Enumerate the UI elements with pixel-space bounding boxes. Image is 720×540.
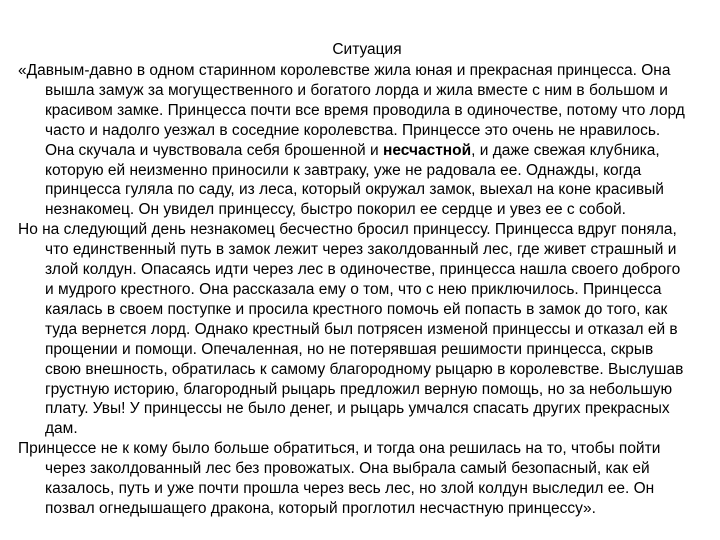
text-line: «Давным-давно в одном старинном королевстве жила юная и прекрасная принцесса. Она [18,62,671,79]
text-line: плату. Увы! У принцессы не было денег, и рыцарь умчался спасать других прекрасных [45,400,670,418]
text-line: грустную историю, благородный рыцарь предложил верную помощь, но за небольшую [45,380,673,398]
text-line: Принцессе не к кому было больше обратиться, и тогда она решилась на то, чтобы пойти [18,440,661,458]
text-line: красивом замке. Принцесса почти все время проводила в одиночестве, потому что лорд [45,101,685,119]
text-line: дам. [45,420,78,438]
text-line: свою внешность, обратилась к самому благородному рыцарю в королевстве. Выслушав [45,360,684,378]
text-line: туда вернется лорд. Однако крестный был потрясен изменой принцессы и отказал ей в [45,320,678,338]
text-line: принцесса гуляла по саду, из леса, который окружал замок, выехал на коне красивый [45,181,664,199]
bold-word: несчастной [382,141,472,159]
text-line: казалось, путь и уже почти прошла через весь лес, но злой колдун выследил ее. Он [45,480,655,498]
text-line: злой колдун. Опасаясь идти через лес в одиночестве, принцесса нашла своего доброго [45,261,681,279]
paragraph-3 [18,439,706,519]
text-segment: Она скучала и чувствовала себя брошенной и [45,141,383,159]
text-line [45,141,706,161]
text-line: которую ей неизменно приносили к завтраку, уже не радовала ее. Однажды, когда [45,161,642,179]
text-line: и мудрого крестного. Она рассказала ему о том, что с нею приключилось. Принцесса [45,280,662,298]
text-line: прощении и помощи. Опечаленная, но не потерявшая решимости принцесса, скрыв [45,340,654,358]
text-line: каялась в своем поступке и просила крестного помочь ей попасть в замок до того, как [45,300,668,318]
document-title: Ситуация [332,41,402,58]
text-segment: , и даже свежая клубника, [471,141,660,159]
text-line: Но на следующий день незнакомец бесчестно бросил принцессу. Принцесса вдруг поняла, [18,221,677,239]
text-line: часто и надолго уезжал в соседние королевства. Принцессе это очень не нравилось. [45,121,661,139]
text-line: незнакомец. Он увидел принцессу, быстро покорил ее сердце и увез ее с собой. [45,201,626,219]
text-line: позвал огнедышащего дракона, который проглотил несчастную принцессу». [45,499,596,517]
paragraph-2 [18,220,706,439]
text-line: вышла замуж за могущественного и богатого лорда и жила вместе с ним в большом и [45,81,668,99]
paragraph-1 [18,61,706,220]
text-line: что единственный путь в замок лежит через заколдованный лес, где живет страшный и [45,241,677,259]
text-line: через заколдованный лес без провожатых. Она выбрала самый безопасный, как ей [45,460,650,478]
